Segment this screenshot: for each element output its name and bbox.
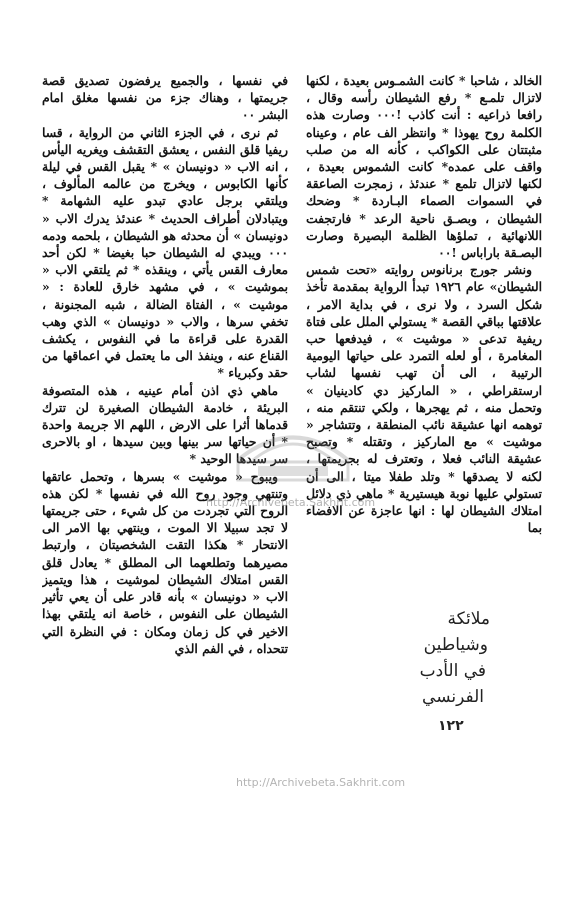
- watermark-url: http://Archivebeta.Sakhrit.com: [236, 776, 406, 789]
- article-title-stamp: [378, 606, 490, 710]
- paragraph: ماهي ذي اذن أمام عينيه ، هذه المتصوفة البريئة ، خادمة الشيطان الصغيرة لن تترك قدماها أثرا على الارض ، اللهم الا جريمة واحدة * أن حياتها سر بينها وبين سيدها ، او بالاحرى سر سيدها الوحيد *: [42, 382, 288, 467]
- paragraph: ويبوح « موشيت » بسرها ، وتحمل عاتقها وتنتهي وجود روح الله في نفسها * لكن هذه الروح التي تجردت من كل شيء ، حتى جريمتها لا تجد سبيلا الا الموت ، وينتهي بها الامر الى الانتحار * هكذا التقت الشخصيتان ، وارتبط مصيرهما وتطلعهما الى المطلق * يعادل قلق القس امتلاك الشيطان لموشيت ، هذا ويتميز الاب « دونيسان » بأنه قادر على أن يعي تأثير الشيطان على النفوس ، خاصة انه يلتقي بهذا الاخير في كل زمان ومكان : في النظرة التي تتحداه ، في الفم الذي: [42, 468, 288, 656]
- stamp-line: وشياطين: [423, 635, 488, 655]
- paragraph: في نفسها ، والجميع يرفضون تصديق قصة جريمتها ، وهناك جزء من نفسها مغلق امام البشر ٠٠: [42, 73, 288, 123]
- stamp-line: الفرنسي: [422, 687, 484, 707]
- paragraph: الخالد ، شاحبا * كانت الشمـوس بعيدة ، لكنها لاتزال تلمـع * رفع الشيطان رأسه وقال ، رافعا ذراعيه : أنت كاذب !٠٠٠ وصارت هذه الكلمة روح يهوذا * وانتظر الف عام ، وعيناه مثبتتان على الكواكب ، كأنه اله من صلب واقف على عمده* كانت الشموس بعيدة ، لكنها لاتزال تلمع * عندئذ ، زمجرت الصاعقة في السموات الصماء البـاردة * وضحك الشيطان ، وبصـق ناحية الرعد * فارتجفت اللانهائية ، تملؤها الظلمة البصيرة وصارت البصـقة باراباس !٠٠: [306, 73, 542, 261]
- paragraph: ثم نرى ، في الجزء الثاني من الرواية ، قسا ريفيا قلق النفس ، يعشق التقشف ويغريه اليأس ، انه الاب « دونيسان » * يقبل القس في ليلة كأنها الكابوس ، ويخرج من عالمه المألوف ، ويلتقي برجل عادي تبدو عليه الشهامة * ويتبادلان أطراف الحديث * عندئذ يدرك الاب « دونيسان » أن محدثه هو الشيطان ، بلحمه ودمه ٠٠٠ ويبدي له الشيطان حبا بغيضا * لكن أحد معارف القس يأتي ، وينقذه * ثم يلتقي الاب « بموشيت » ، في مشهد خارق للعادة : « موشيت » ، الفتاة الضالة ، شبه المجنونة ، تخفي سرها ، والاب « دونيسان » الذي وهب القدرة على قراءة ما في النفوس ، يكشف القناع عنه ، وينفذ الى ما يعتمل في اعماقها من حقد وكبرياء *: [42, 124, 288, 381]
- left-text-column: [42, 72, 288, 800]
- stamp-line: ملائكة: [447, 609, 490, 629]
- page-number: ١٢٢: [438, 718, 464, 734]
- stamp-line: في الأدب: [419, 661, 486, 681]
- paragraph: ونشر جورج برنانوس روايته «تحت شمس الشيطان» عام ١٩٢٦ تبدأ الرواية بمقدمة تأخذ شكل السرد ، ولا نرى ، في بداية الامر ، علاقتها بباقي القصة * يستولي الملل على فتاة ريفية تدعى « موشيت » ، فيدفعها حب المغامرة ، أو لعله التمرد على حياتها اليومية الرتيبة ، الى أن تهب نفسها لشاب ارستقراطي ، « الماركيز دي كادينيان » وتحمل منه ، ثم يهجرها ، ولكي تنتقم منه ، توهمه انها عشيقة نائب المنطقة ، وتتشاجر « موشيت » مع الماركيز ، وتقتله * وتصبح عشيقة النائب فعلا ، وتعترف له بجريمتها ، لكنه لا يصدقها * وتلد طفلا ميتا ، الى أن تستولي عليها نوبة هيستيرية * ماهي ذي دلائل امتلاك الشيطان لها : انها عاجزة عن الافضاء بما: [306, 262, 542, 536]
- watermark-url: http://Archivebeta.Sakhrit.com: [206, 496, 376, 509]
